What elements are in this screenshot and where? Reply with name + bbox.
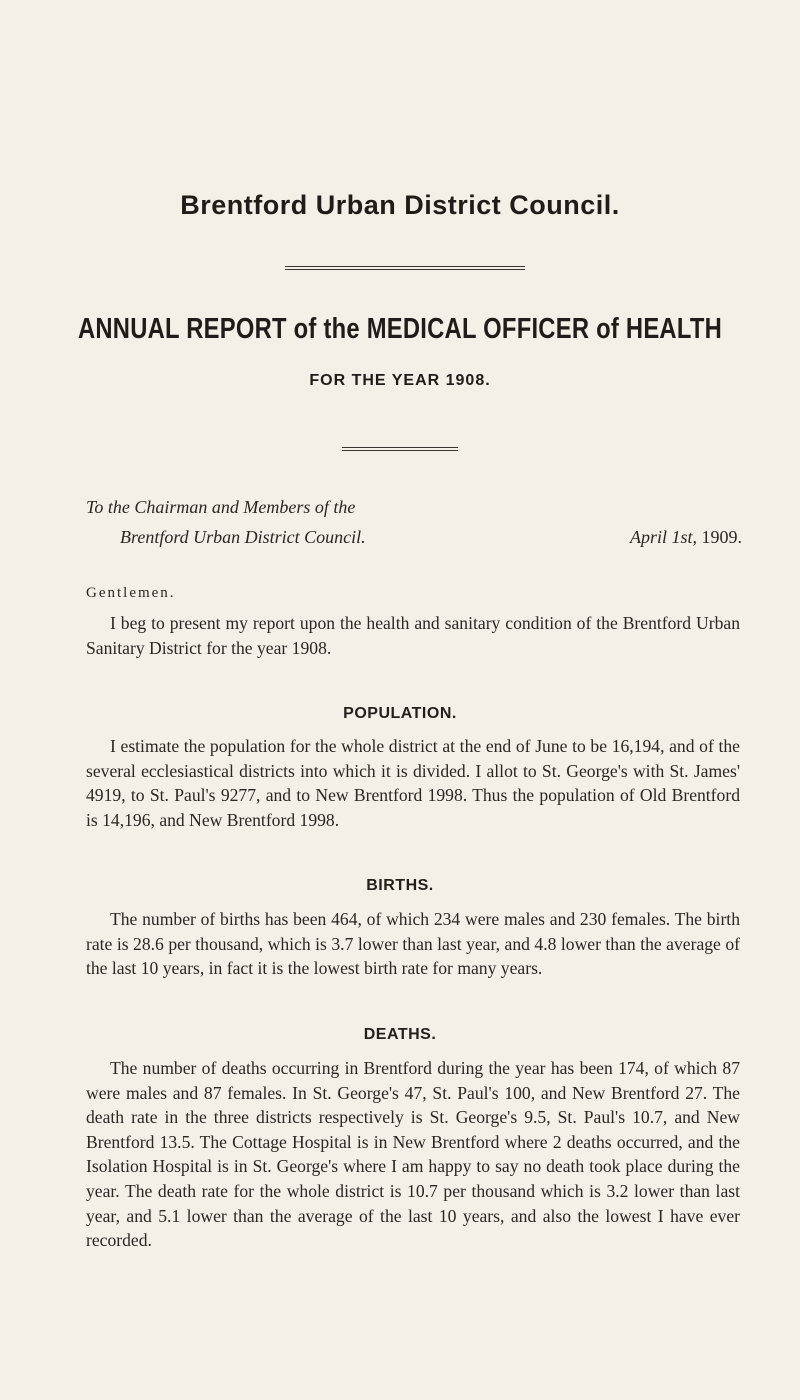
date-month: April 1st,	[629, 527, 697, 547]
heading-population: POPULATION.	[343, 705, 457, 722]
intro-paragraph: I beg to present my report upon the health and sanitary condition of the Brentford Urban Sanitary District for the year 1908.	[86, 613, 740, 658]
heading-deaths: DEATHS.	[363, 1026, 437, 1043]
births-paragraph: The number of births has been 464, of which 234 were males and 230 females. The birth rate is 28.6 per thousand, which is 3.7 lower than last year, and 4.8 lower than the average of the last 10 years, in fact it is the lowest birth rate for many years.	[86, 909, 740, 979]
report-year: FOR THE YEAR 1908.	[309, 372, 491, 389]
deaths-paragraph: The number of deaths occurring in Brentford during the year has been 174, of which 87 were males and 87 females. In St. George's 47, St. Paul's 100, and New Brentford 27. The death rate in the three districts respectively is St. George's 9.5, St. Paul's 10.7, and New Brentford 13.5. The Cottage Hospital is in New Brentford where 2 deaths occurred, and the Isolation Hospital is in St. George's where I am happy to say no death took place during the year. The death rate for the whole district is 10.7 per thousand which is 3.2 lower than last year, and 5.1 lower than the average of the last 10 years, and also the lowest I have ever recorded.	[86, 1058, 740, 1251]
letter-date	[630, 527, 742, 548]
address-line-2: Brentford Urban District Council.	[120, 527, 366, 547]
report-title: ANNUAL REPORT of the MEDICAL OFFICER of HEALTH	[77, 313, 723, 345]
date-year: 1909.	[697, 527, 742, 547]
population-paragraph: I estimate the population for the whole district at the end of June to be 16,194, and of the several ecclesiastical districts into which it is divided. I allot to St. George's with St. James' 4919, to St. Paul's 9277, and to New Brentford 1998. Thus the population of Old Brentford is 14,196, and New Brentford 1998.	[86, 736, 740, 830]
address-line-1: To the Chairman and Members of the	[86, 497, 356, 517]
heading-births: BIRTHS.	[366, 877, 434, 894]
salutation: Gentlemen.	[86, 585, 176, 601]
council-title: Brentford Urban District Council.	[180, 190, 620, 220]
